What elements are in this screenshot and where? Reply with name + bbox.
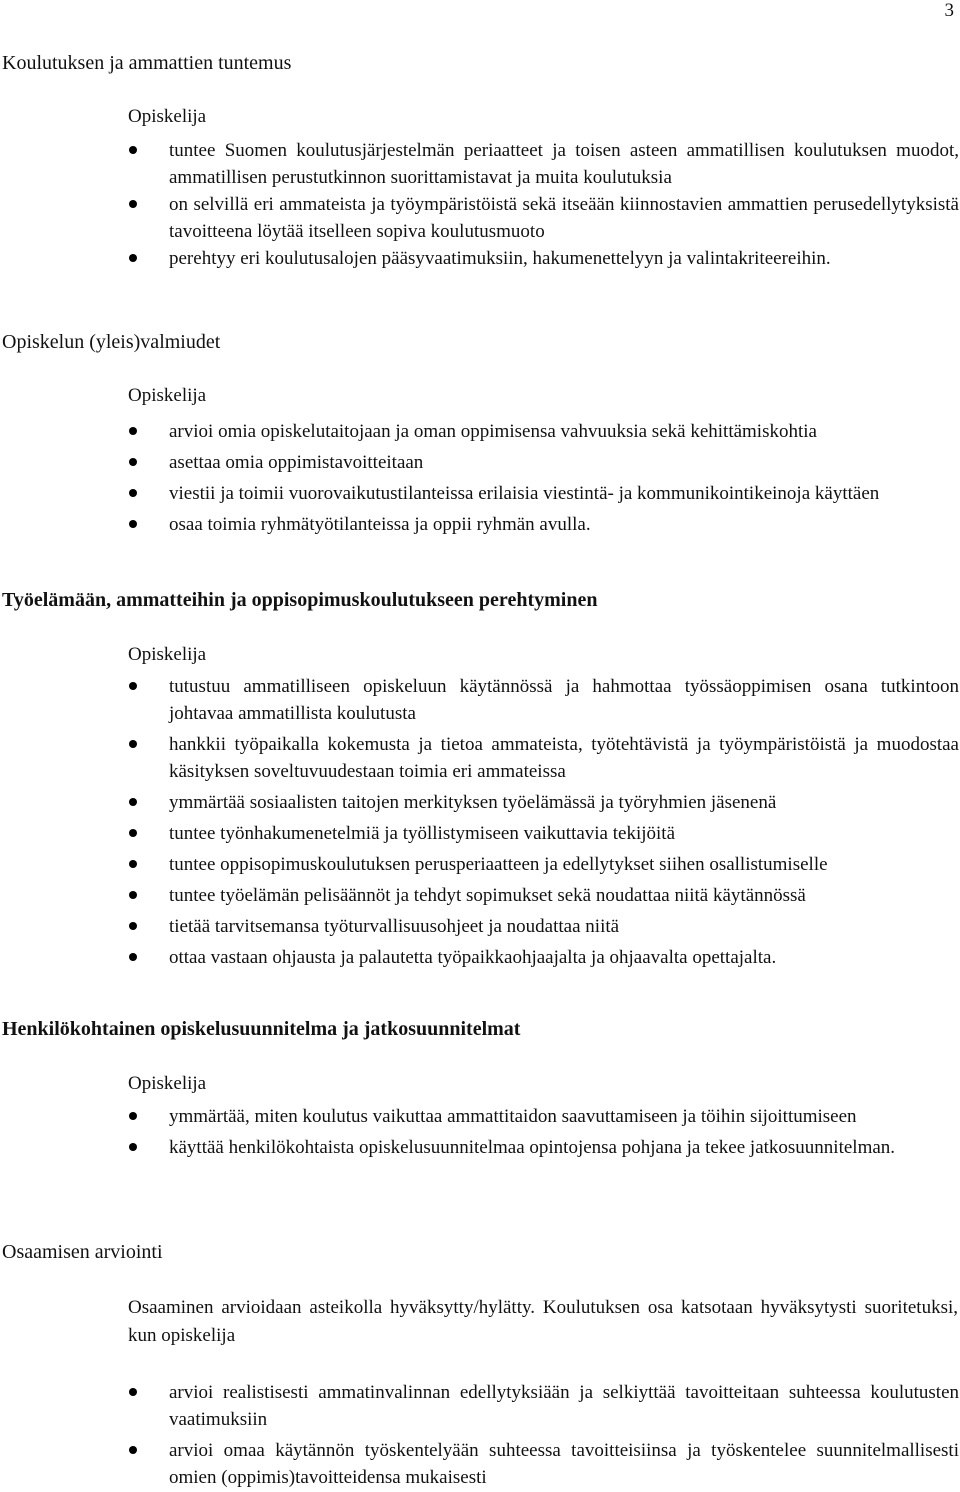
section-list xyxy=(0,1103,960,1161)
list-item: viestii ja toimii vuorovaikutustilanteissa erilaisia viestintä- ja kommunikointikeinoja käyttäen xyxy=(0,480,959,507)
section-list xyxy=(0,418,960,538)
list-item: tuntee työnhakumenetelmiä ja työllistymiseen vaikuttavia tekijöitä xyxy=(0,820,959,847)
list-item: arvioi omaa käytännön työskentelyään suhteessa tavoitteisiinsa ja työskentelee suunnitelmallisesti omien (oppimis)tavoitteidensa mukaisesti xyxy=(0,1437,959,1491)
section-subject: Opiskelija xyxy=(128,385,207,406)
section-subject: Opiskelija xyxy=(128,1073,207,1094)
list-item: hankkii työpaikalla kokemusta ja tietoa ammateista, työtehtävistä ja työympäristöistä ja muodostaa käsityksen soveltuvuudestaan toimia eri ammateissa xyxy=(0,731,959,785)
section-subject: Opiskelija xyxy=(128,644,207,665)
page-number: 3 xyxy=(944,0,954,21)
section-list xyxy=(0,673,960,971)
section-heading-koulutuksen-tuntemus: Koulutuksen ja ammattien tuntemus xyxy=(2,52,292,74)
assessment-intro: Osaaminen arvioidaan asteikolla hyväksytty/hylätty. Koulutuksen osa katsotaan hyväksytysti suoritetuksi, kun opiskelija xyxy=(128,1297,958,1346)
section-heading-opiskelun-valmiudet: Opiskelun (yleis)valmiudet xyxy=(2,331,221,353)
list-item: tuntee oppisopimuskoulutuksen perusperiaatteen ja edellytykset siihen osallistumiselle xyxy=(0,851,959,878)
list-item: osaa toimia ryhmätyötilanteissa ja oppii ryhmän avulla. xyxy=(0,511,959,538)
assessment-heading: Osaamisen arviointi xyxy=(2,1241,163,1263)
list-item: tuntee työelämän pelisäännöt ja tehdyt sopimukset sekä noudattaa niitä käytännössä xyxy=(0,882,959,909)
list-item: tietää tarvitsemansa työturvallisuusohjeet ja noudattaa niitä xyxy=(0,913,959,940)
assessment-list xyxy=(0,1379,960,1491)
list-item: tuntee Suomen koulutusjärjestelmän periaatteet ja toisen asteen ammatillisen koulutuksen muodot, ammatillisen perustutkinnon suorittamistavat ja muita koulutuksia xyxy=(0,137,959,191)
list-item: ymmärtää, miten koulutus vaikuttaa ammattitaidon saavuttamiseen ja töihin sijoittumiseen xyxy=(0,1103,959,1130)
list-item: arvioi omia opiskelutaitojaan ja oman oppimisensa vahvuuksia sekä kehittämiskohtia xyxy=(0,418,959,445)
section-heading-opiskelusuunnitelma: Henkilökohtainen opiskelusuunnitelma ja jatkosuunnitelmat xyxy=(2,1018,521,1040)
list-item: arvioi realistisesti ammatinvalinnan edellytyksiään ja selkiyttää tavoitteitaan suhteessa koulutusten vaatimuksiin xyxy=(0,1379,959,1433)
list-item: ottaa vastaan ohjausta ja palautetta työpaikkaohjaajalta ja ohjaavalta opettajalta. xyxy=(0,944,959,971)
section-heading-tyoelamaan-perehtyminen: Työelämään, ammatteihin ja oppisopimuskoulutukseen perehtyminen xyxy=(2,589,598,611)
list-item: asettaa omia oppimistavoitteitaan xyxy=(0,449,959,476)
list-item: tutustuu ammatilliseen opiskeluun käytännössä ja hahmottaa työssäoppimisen osana tutkintoon johtavaa ammatillista koulutusta xyxy=(0,673,959,727)
section-subject: Opiskelija xyxy=(128,106,207,127)
section-list xyxy=(0,137,960,272)
list-item: on selvillä eri ammateista ja työympäristöistä sekä itseään kiinnostavien ammattien perusedellytyksistä tavoitteena löytää itselleen sopiva koulutusmuoto xyxy=(0,191,959,245)
list-item: ymmärtää sosiaalisten taitojen merkityksen työelämässä ja työryhmien jäsenenä xyxy=(0,789,959,816)
list-item: perehtyy eri koulutusalojen pääsyvaatimuksiin, hakumenettelyyn ja valintakriteereihin. xyxy=(0,245,959,272)
list-item: käyttää henkilökohtaista opiskelusuunnitelmaa opintojensa pohjana ja tekee jatkosuunnitelman. xyxy=(0,1134,959,1161)
